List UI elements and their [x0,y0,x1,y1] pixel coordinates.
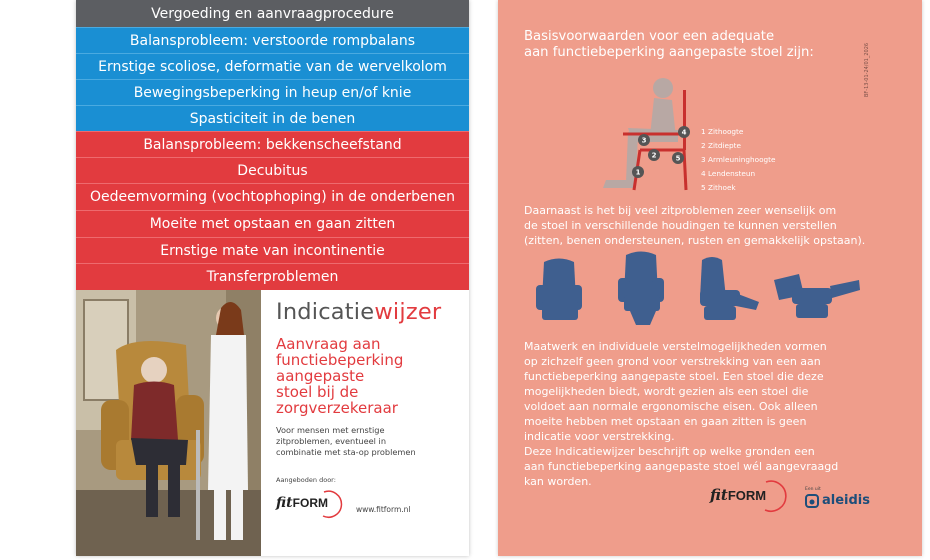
fitform-logo-back: fit FORM [710,486,922,504]
tab-decubitus[interactable]: Decubitus [76,157,469,183]
seating-diagram [598,70,698,200]
tailoring-paragraph: Maatwerk en individuele verstelmogelijkheden vormen op zichzelf geen grond voor verstrekking van een aan functiebeperking aangepaste stoel. Een stoel die deze mogelijkheden biedt, wordt gezien als een stoel die voldoet aan normale ergonomische eisen. Ook alleen moeite hebben met opstaan en gaan zitten is geen indicatie voor verstrekking. Deze Indicatiewijzer beschrijft op welke gronden een aan functiebeperking aangepaste stoel wél aangevraagd kan worden. [524,340,839,488]
adjustments-paragraph: Daarnaast is het bij veel zitproblemen zeer wenselijk om de stoel in verschillende houdingen te kunnen verstellen (zitten, benen ondersteunen, rusten en gemakkelijk opstaan). [524,204,866,247]
seating-legend: 1 Zithoogte 2 Zitdiepte 3 Armleuninghoogte 4 Lendensteun 5 Zithoek [701,127,776,192]
marker-4: 4 [681,128,687,137]
cover-subtitle: Aanvraag aan functiebeperking aangepaste stoel bij de zorgverzekeraar [276,335,404,417]
marker-2: 2 [651,151,657,160]
conditions-title: Basisvoorwaarden voor een adequate aan functiebeperking aangepaste stoel zijn: [524,29,814,60]
tab-incontinentie[interactable]: Ernstige mate van incontinentie [76,237,469,263]
marker-3: 3 [641,136,647,145]
tab-rompbalans[interactable]: Balansprobleem: verstoorde rompbalans [76,27,469,53]
partner-offered-label: Een uit [805,487,821,492]
website-link[interactable]: www.fitform.nl [356,505,411,514]
marker-1: 1 [635,168,641,177]
chair-positions-illustration [524,250,864,330]
tab-oedeemvorming[interactable]: Oedeemvorming (vochtophoping) in de onderbenen [76,183,469,210]
tab-spasticiteit[interactable]: Spasticiteit in de benen [76,105,469,131]
aleidis-icon [805,494,819,508]
tab-heup-knie[interactable]: Bewegingsbeperking in heup en/of knie [76,79,469,105]
tab-scoliose[interactable]: Ernstige scoliose, deformatie van de wervelkolom [76,53,469,79]
indicatiewijzer-front-card [76,0,469,556]
fitform-logo: fit FORM [276,495,469,511]
cover-offered-by: Aangeboden door: [276,476,336,484]
cover-title: Indicatiewijzer [276,299,442,325]
indicatiewijzer-back-card [498,0,922,556]
marker-5: 5 [675,154,681,163]
aleidis-logo: aleidis [805,493,870,508]
tab-vergoeding[interactable]: Vergoeding en aanvraagprocedure [76,0,469,27]
document-code: BF-13-01-24/01_2026 [864,42,870,97]
tab-bekkenscheefstand[interactable]: Balansprobleem: bekkenscheefstand [76,131,469,157]
cover-text-panel [272,290,469,556]
tab-transferproblemen[interactable]: Transferproblemen [76,263,469,290]
tab-opstaan[interactable]: Moeite met opstaan en gaan zitten [76,210,469,237]
cover-description: Voor mensen met ernstige zitproblemen, eventueel in combinatie met sta-op problemen [276,425,416,457]
cover-photo [76,290,261,556]
